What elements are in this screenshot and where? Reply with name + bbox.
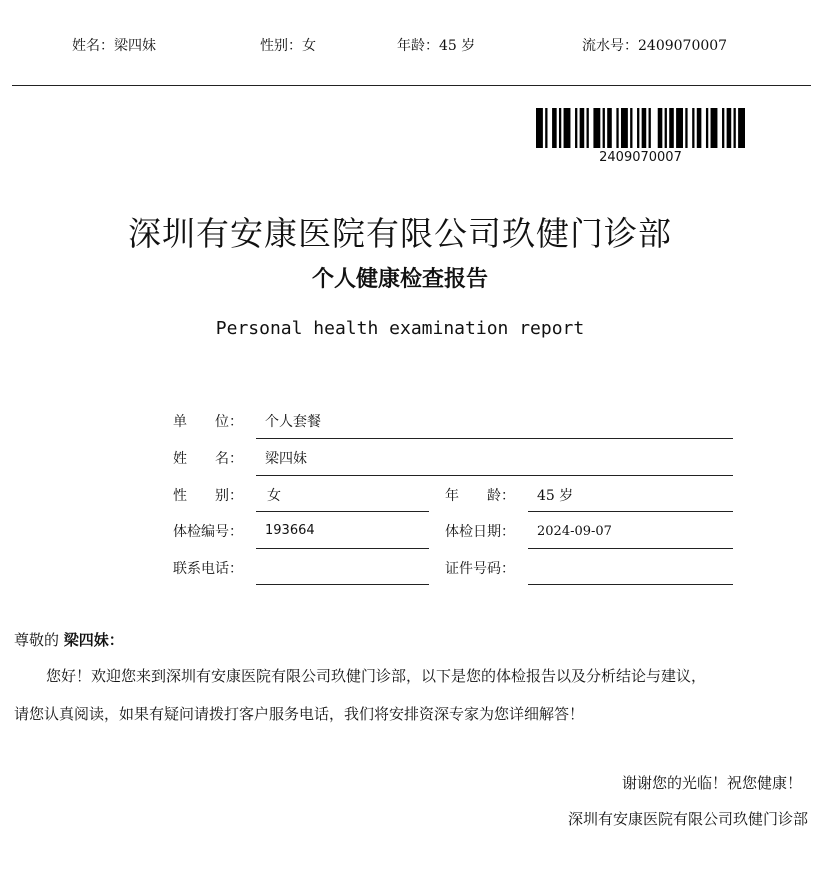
age-value: 45 岁	[537, 488, 574, 504]
report-title: 个人健康检查报告	[311, 266, 488, 292]
barcode-number: 2409070007	[599, 150, 682, 165]
exam-date-value: 2024-09-07	[537, 524, 612, 539]
header-age: 年龄：45 岁	[397, 38, 476, 54]
salutation-text: 尊敬的	[14, 631, 60, 649]
header-divider	[12, 85, 811, 86]
name-underline	[256, 475, 733, 476]
organization-title: 深圳有安康医院有限公司玖健门诊部	[128, 214, 672, 253]
header-serial: 流水号：2409070007	[582, 38, 728, 54]
age-label: 年 龄：	[445, 488, 515, 504]
gender-value: 女	[267, 488, 281, 504]
salutation	[14, 629, 124, 650]
unit-label: 单 位：	[173, 414, 243, 430]
header-name: 姓名：梁四妹	[72, 38, 156, 54]
report-title-english: Personal health examination report	[215, 318, 585, 339]
exam-number-underline	[256, 548, 429, 549]
exam-date-underline	[528, 548, 733, 549]
barcode-icon	[536, 108, 745, 148]
name-value: 梁四妹	[265, 451, 307, 467]
age-underline	[528, 511, 733, 512]
recipient-name: 梁四妹：	[63, 631, 124, 649]
name-label: 姓 名：	[173, 451, 243, 467]
exam-number-value: 193664	[265, 523, 315, 538]
phone-underline	[256, 584, 429, 585]
exam-date-label: 体检日期：	[445, 524, 515, 540]
signature-text: 深圳有安康医院有限公司玖健门诊部	[567, 810, 808, 828]
unit-underline	[256, 438, 733, 439]
phone-label: 联系电话：	[173, 561, 243, 577]
header-gender: 性别：女	[260, 38, 316, 54]
letter-line-2: 请您认真阅读，如果有疑问请拨打客户服务电话，我们将安排资深专家为您详细解答！	[14, 705, 585, 723]
exam-number-label: 体检编号：	[173, 524, 243, 540]
gender-underline	[256, 511, 429, 512]
unit-value: 个人套餐	[265, 414, 321, 430]
closing-text: 谢谢您的光临！祝您健康！	[621, 774, 802, 792]
letter-line-1: 您好！欢迎您来到深圳有安康医院有限公司玖健门诊部，以下是您的体检报告以及分析结论与建议，	[46, 667, 707, 685]
id-number-label: 证件号码：	[445, 561, 515, 577]
gender-label: 性 别：	[173, 488, 243, 504]
id-number-underline	[528, 584, 733, 585]
